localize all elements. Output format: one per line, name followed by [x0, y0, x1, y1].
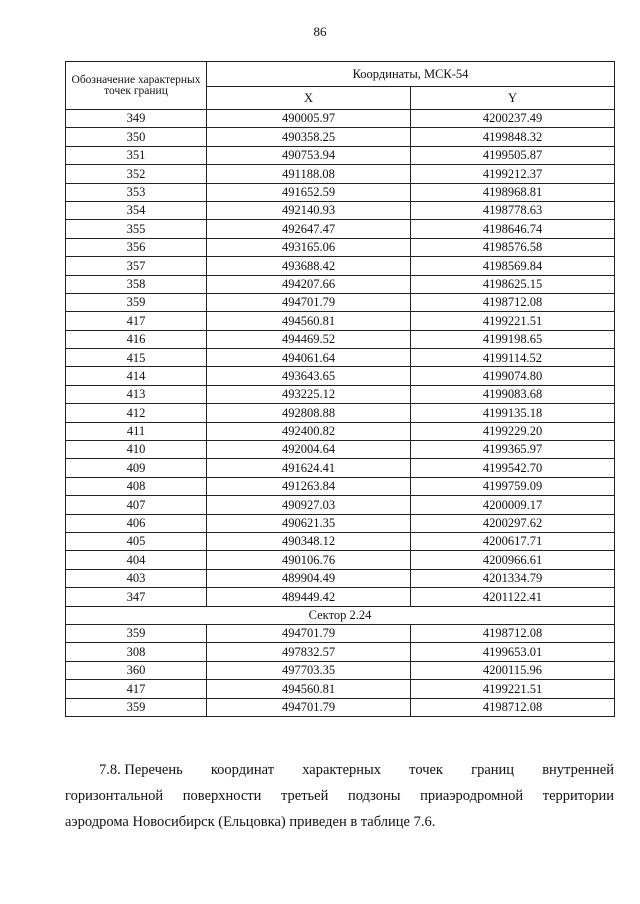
table-row [66, 110, 615, 128]
point-cell: 410 [66, 441, 207, 459]
x-cell: 494701.79 [207, 698, 411, 716]
point-cell: 352 [66, 165, 207, 183]
table-row [66, 459, 615, 477]
table-row [66, 569, 615, 587]
x-cell: 492140.93 [207, 201, 411, 219]
table-row [66, 422, 615, 440]
x-cell: 492647.47 [207, 220, 411, 238]
y-cell: 4200297.62 [411, 514, 615, 532]
paragraph-line-2 [65, 783, 614, 809]
paragraph-word: подзоны [347, 788, 401, 804]
y-cell: 4201122.41 [411, 588, 615, 606]
coordinates-table [65, 61, 615, 717]
paragraph-word: территории [542, 788, 614, 804]
point-cell: 359 [66, 293, 207, 311]
header-y: Y [411, 87, 615, 110]
table-row [66, 146, 615, 164]
point-cell: 415 [66, 349, 207, 367]
x-cell: 490005.97 [207, 110, 411, 128]
y-cell: 4199542.70 [411, 459, 615, 477]
y-cell: 4200009.17 [411, 496, 615, 514]
point-cell: 417 [66, 312, 207, 330]
point-cell: 350 [66, 128, 207, 146]
table-body-part1 [66, 110, 615, 607]
x-cell: 491188.08 [207, 165, 411, 183]
y-cell: 4200115.96 [411, 661, 615, 679]
x-cell: 494207.66 [207, 275, 411, 293]
x-cell: 493688.42 [207, 257, 411, 275]
point-cell: 351 [66, 146, 207, 164]
point-cell: 355 [66, 220, 207, 238]
x-cell: 494560.81 [207, 312, 411, 330]
y-cell: 4199221.51 [411, 680, 615, 698]
x-cell: 497703.35 [207, 661, 411, 679]
table-row [66, 496, 615, 514]
paragraph-word: горизонтальной [65, 788, 164, 804]
table-row [66, 330, 615, 348]
x-cell: 492004.64 [207, 441, 411, 459]
table-row [66, 698, 615, 716]
point-cell: 353 [66, 183, 207, 201]
point-cell: 414 [66, 367, 207, 385]
table-row [66, 532, 615, 550]
header-x: X [207, 87, 411, 110]
point-cell: 417 [66, 680, 207, 698]
table-row [66, 404, 615, 422]
point-cell: 405 [66, 532, 207, 550]
table-row [66, 514, 615, 532]
paragraph-word: точек [409, 762, 443, 778]
point-cell: 349 [66, 110, 207, 128]
x-cell: 493165.06 [207, 238, 411, 256]
y-cell: 4199135.18 [411, 404, 615, 422]
point-cell: 408 [66, 477, 207, 495]
x-cell: 494061.64 [207, 349, 411, 367]
x-cell: 490927.03 [207, 496, 411, 514]
paragraph-word: 7.8. Перечень [99, 762, 183, 778]
y-cell: 4198625.15 [411, 275, 615, 293]
table-row [66, 661, 615, 679]
x-cell: 490621.35 [207, 514, 411, 532]
y-cell: 4200966.61 [411, 551, 615, 569]
paragraph-line-1 [65, 757, 614, 783]
table-body-part2 [66, 624, 615, 716]
table-row [66, 643, 615, 661]
point-cell: 406 [66, 514, 207, 532]
y-cell: 4198712.08 [411, 698, 615, 716]
point-cell: 358 [66, 275, 207, 293]
y-cell: 4198646.74 [411, 220, 615, 238]
y-cell: 4201334.79 [411, 569, 615, 587]
table-row [66, 293, 615, 311]
y-cell: 4199505.87 [411, 146, 615, 164]
y-cell: 4199198.65 [411, 330, 615, 348]
x-cell: 491263.84 [207, 477, 411, 495]
point-cell: 416 [66, 330, 207, 348]
x-cell: 494701.79 [207, 293, 411, 311]
x-cell: 494469.52 [207, 330, 411, 348]
y-cell: 4199221.51 [411, 312, 615, 330]
y-cell: 4198712.08 [411, 293, 615, 311]
table-row [66, 680, 615, 698]
x-cell: 490753.94 [207, 146, 411, 164]
y-cell: 4198569.84 [411, 257, 615, 275]
point-cell: 359 [66, 698, 207, 716]
section-row [66, 606, 615, 624]
y-cell: 4198576.58 [411, 238, 615, 256]
table-row [66, 275, 615, 293]
point-cell: 359 [66, 624, 207, 642]
y-cell: 4200237.49 [411, 110, 615, 128]
y-cell: 4199212.37 [411, 165, 615, 183]
table-row [66, 551, 615, 569]
table-row [66, 128, 615, 146]
table-row [66, 183, 615, 201]
y-cell: 4199114.52 [411, 349, 615, 367]
y-cell: 4199365.97 [411, 441, 615, 459]
x-cell: 492400.82 [207, 422, 411, 440]
x-cell: 490348.12 [207, 532, 411, 550]
table-row [66, 220, 615, 238]
table-section [66, 606, 615, 624]
point-cell: 357 [66, 257, 207, 275]
x-cell: 490106.76 [207, 551, 411, 569]
x-cell: 497832.57 [207, 643, 411, 661]
paragraph-word: границ [471, 762, 515, 778]
page-number: 86 [313, 24, 327, 39]
x-cell: 494560.81 [207, 680, 411, 698]
point-cell: 308 [66, 643, 207, 661]
point-cell: 412 [66, 404, 207, 422]
point-cell: 347 [66, 588, 207, 606]
point-cell: 413 [66, 385, 207, 403]
table-row [66, 312, 615, 330]
y-cell: 4199848.32 [411, 128, 615, 146]
table-row [66, 624, 615, 642]
point-cell: 409 [66, 459, 207, 477]
y-cell: 4198968.81 [411, 183, 615, 201]
section-title: Сектор 2.24 [66, 606, 615, 624]
y-cell: 4200617.71 [411, 532, 615, 550]
paragraph-word: координат [210, 762, 275, 778]
x-cell: 490358.25 [207, 128, 411, 146]
table-row [66, 349, 615, 367]
x-cell: 491624.41 [207, 459, 411, 477]
x-cell: 489449.42 [207, 588, 411, 606]
point-cell: 407 [66, 496, 207, 514]
table-row [66, 588, 615, 606]
y-cell: 4199229.20 [411, 422, 615, 440]
x-cell: 493643.65 [207, 367, 411, 385]
point-cell: 411 [66, 422, 207, 440]
point-cell: 356 [66, 238, 207, 256]
paragraph-7-8 [65, 757, 614, 835]
table-row [66, 165, 615, 183]
y-cell: 4199759.09 [411, 477, 615, 495]
paragraph-line-3: аэродрома Новосибирск (Ельцовка) приведен в таблице 7.6. [65, 814, 436, 830]
header-point-designation: Обозначение характерных точек границ [66, 62, 207, 110]
header-coordinates: Координаты, МСК-54 [207, 62, 615, 87]
table-row [66, 367, 615, 385]
point-cell: 404 [66, 551, 207, 569]
x-cell: 489904.49 [207, 569, 411, 587]
paragraph-word: приаэродромной [420, 788, 524, 804]
x-cell: 492808.88 [207, 404, 411, 422]
y-cell: 4199653.01 [411, 643, 615, 661]
table-row [66, 238, 615, 256]
paragraph-word: характерных [302, 762, 382, 778]
table-row [66, 477, 615, 495]
paragraph-word: третьей [281, 788, 329, 804]
y-cell: 4199074.80 [411, 367, 615, 385]
table-row [66, 385, 615, 403]
y-cell: 4198712.08 [411, 624, 615, 642]
table-row [66, 441, 615, 459]
point-cell: 360 [66, 661, 207, 679]
point-cell: 403 [66, 569, 207, 587]
y-cell: 4198778.63 [411, 201, 615, 219]
paragraph-word: поверхности [182, 788, 262, 804]
paragraph-word: внутренней [542, 762, 614, 778]
x-cell: 494701.79 [207, 624, 411, 642]
table-row [66, 257, 615, 275]
x-cell: 491652.59 [207, 183, 411, 201]
point-cell: 354 [66, 201, 207, 219]
y-cell: 4199083.68 [411, 385, 615, 403]
x-cell: 493225.12 [207, 385, 411, 403]
table-row [66, 201, 615, 219]
